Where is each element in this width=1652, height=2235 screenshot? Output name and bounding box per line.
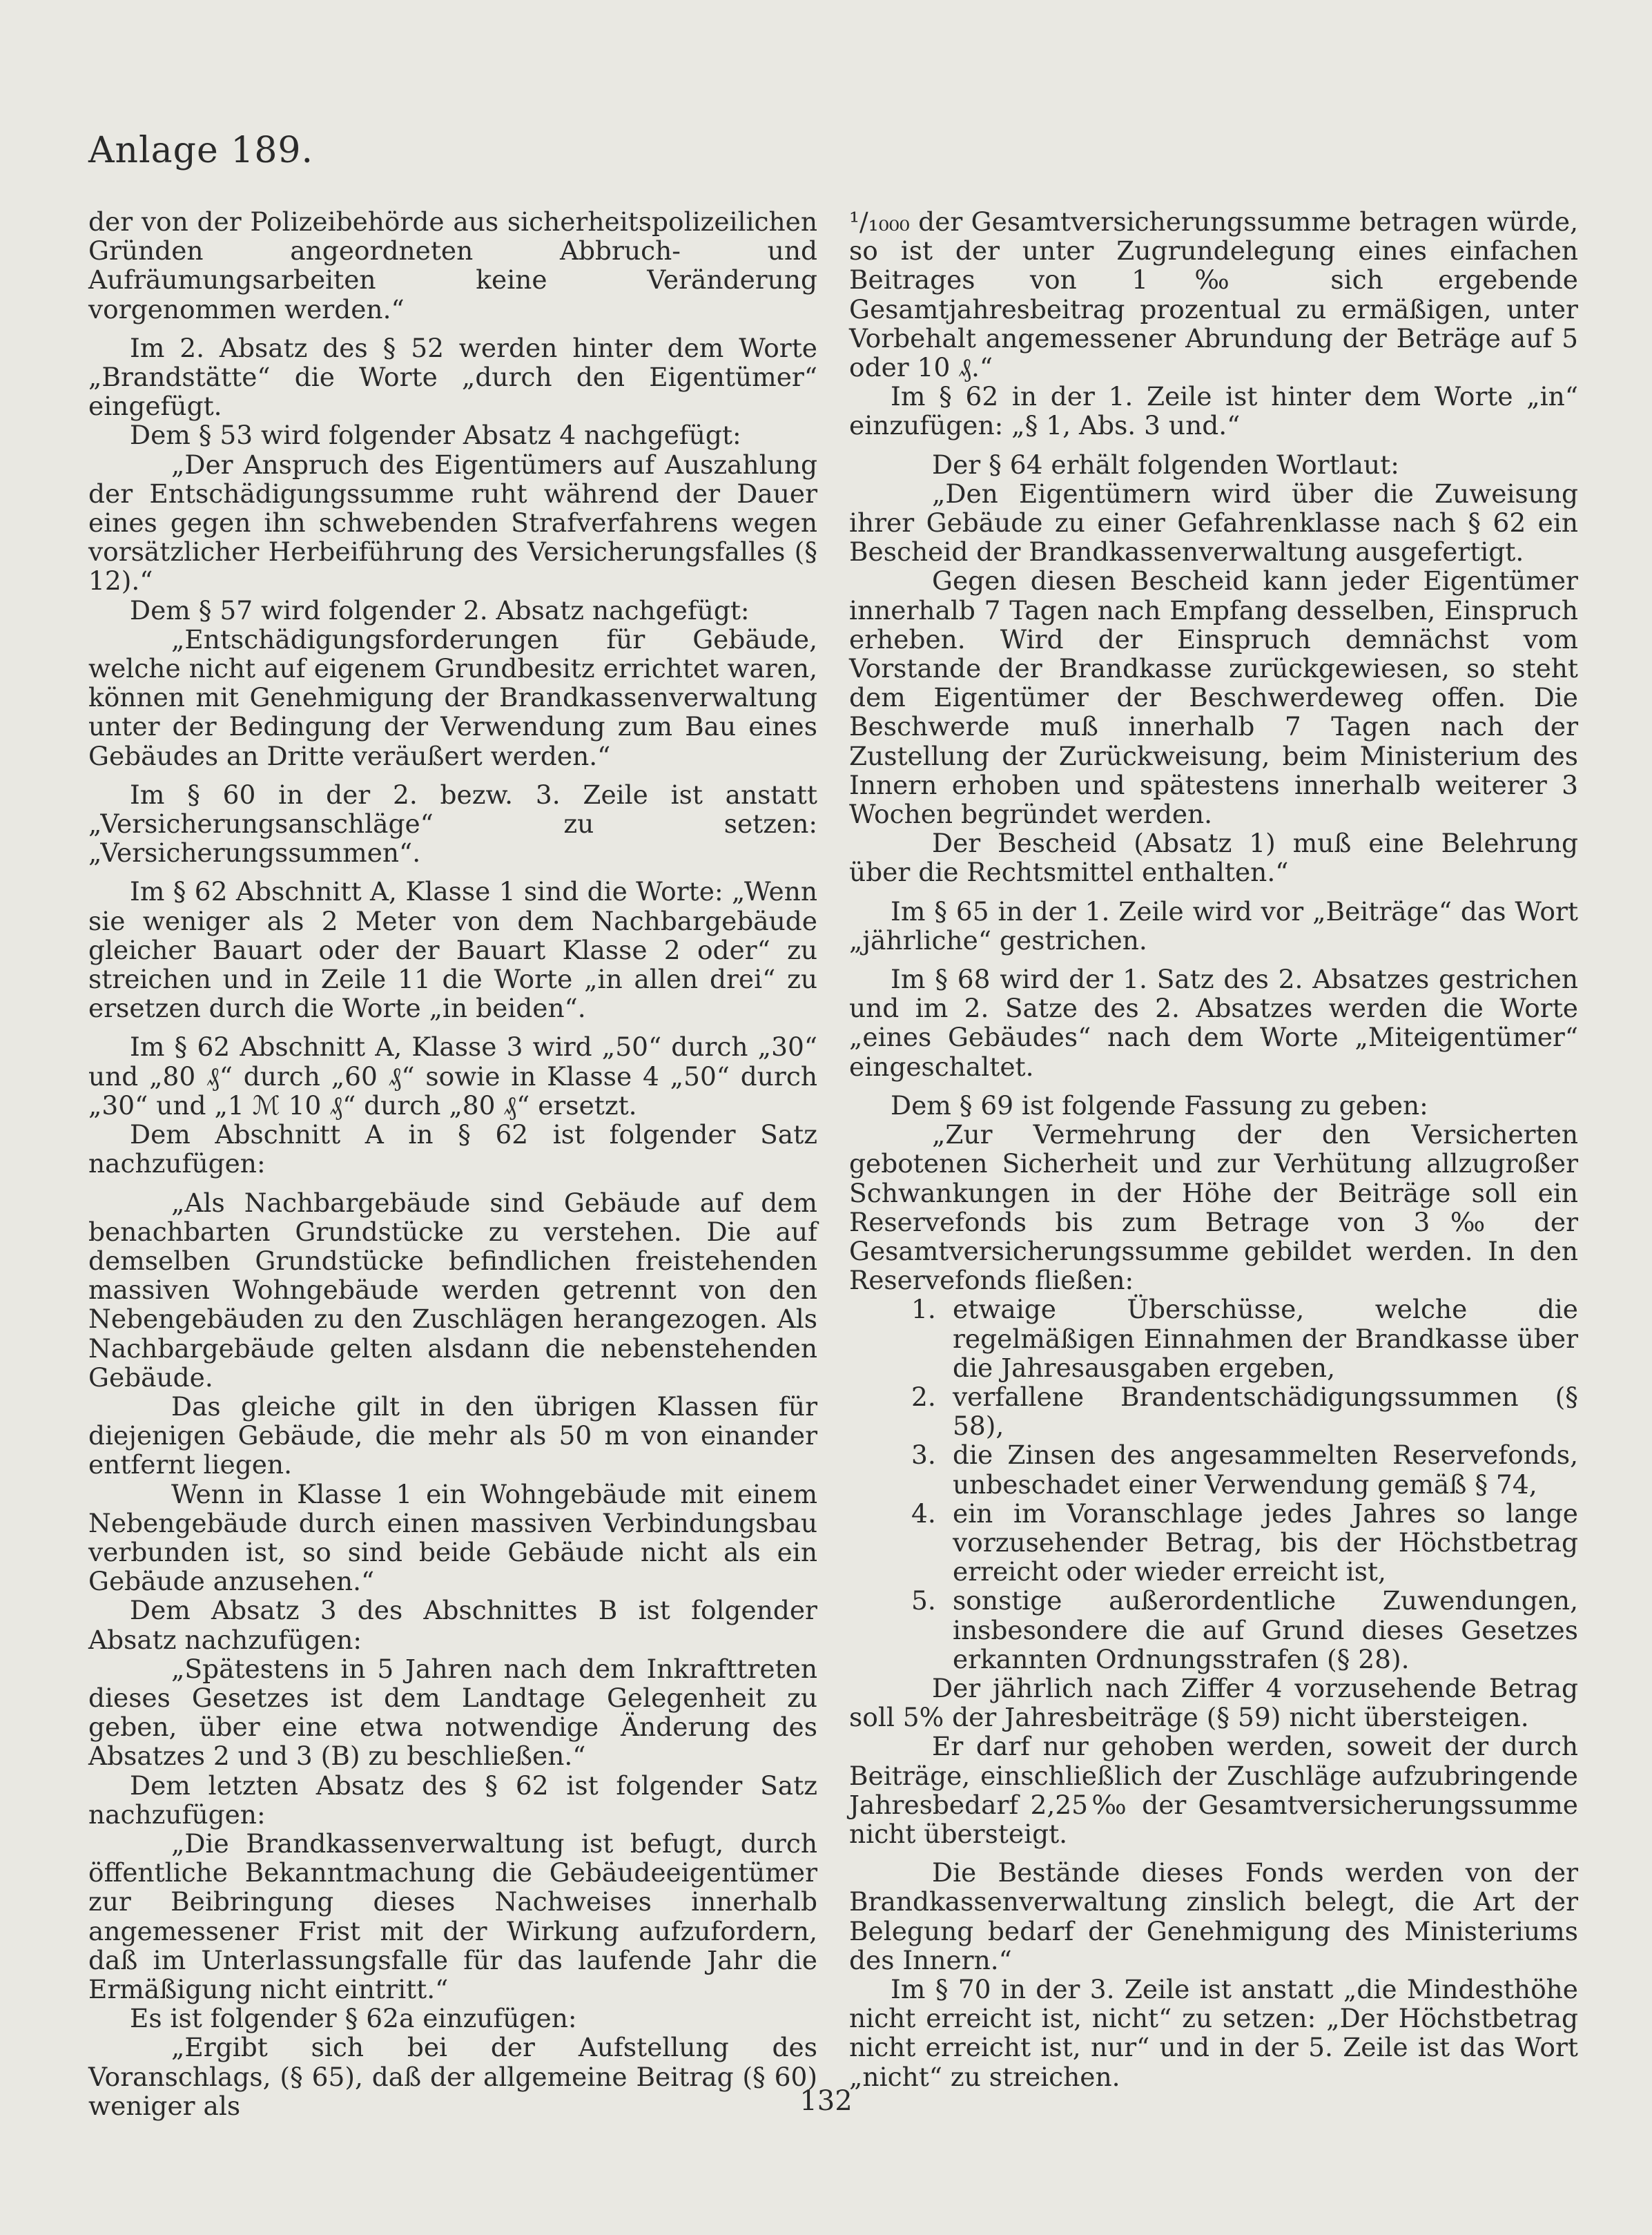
paragraph: „Spätestens in 5 Jahren nach dem Inkrafttreten dieses Gesetzes ist dem Landtage Gelegenheit zu geben, über eine etwa notwendige Änderung des Absatzes 2 und 3 (B) zu beschließen.“ bbox=[88, 1653, 817, 1772]
paragraph: Im § 65 in der 1. Zeile wird vor „Beiträge“ das Wort „jährliche“ gestrichen. bbox=[849, 896, 1578, 956]
paragraph: „Die Brandkassenverwaltung ist befugt, durch öffentliche Bekanntmachung die Gebäudeeigentümer zur Beibringung dieses Nachweises innerhalb angemessener Frist mit der Wirkung aufzufordern, daß im Unterlassungsfalle für das laufende Jahr die Ermäßigung nicht eintritt.“ bbox=[88, 1828, 817, 2004]
paragraph: Dem Abschnitt A in § 62 ist folgender Satz nachzufügen: bbox=[88, 1119, 817, 1179]
list-item-number: 1. bbox=[911, 1294, 936, 1325]
list-item-text: etwaige Überschüsse, welche die regelmäßigen Einnahmen der Brandkasse über die Jahresausgaben ergeben, bbox=[953, 1294, 1578, 1383]
paragraph: Dem § 57 wird folgender 2. Absatz nachgefügt: bbox=[130, 594, 750, 626]
paragraph: Das gleiche gilt in den übrigen Klassen für diejenigen Gebäude, die mehr als 50 m von einander entfernt liegen. bbox=[88, 1391, 817, 1480]
list-item bbox=[849, 1586, 1578, 1674]
paragraph: Wenn in Klasse 1 ein Wohngebäude mit einem Nebengebäude durch einen massiven Verbindungsbau verbunden ist, so sind beide Gebäude nicht als ein Gebäude anzusehen.“ bbox=[88, 1478, 817, 1597]
paragraph: „Als Nachbargebäude sind Gebäude auf dem benachbarten Grundstücke zu verstehen. Die auf demselben Grundstücke befindlichen freistehenden massiven Wohngebäude werden getrennt von den Nebengebäuden zu den Zuschlägen herangezogen. Als Nachbargebäude gelten alsdann die nebenstehenden Gebäude. bbox=[88, 1187, 817, 1393]
paragraph: Dem Absatz 3 des Abschnittes B ist folgender Absatz nachzufügen: bbox=[88, 1595, 817, 1655]
paragraph: „Ergibt sich bei der Aufstellung des Voranschlags, (§ 65), daß der allgemeine Beitrag (§ 60) weniger als bbox=[88, 2032, 817, 2121]
list-item bbox=[849, 1382, 1578, 1440]
list-item-text: sonstige außerordentliche Zuwendungen, insbesondere die auf Grund dieses Gesetzes erkannten Ordnungsstrafen (§ 28). bbox=[953, 1585, 1578, 1674]
list-item-number: 3. bbox=[911, 1440, 936, 1471]
list-item-text: verfallene Brandentschädigungssummen (§ 58), bbox=[953, 1381, 1578, 1442]
paragraph: Es ist folgender § 62a einzufügen: bbox=[130, 2003, 577, 2034]
paragraph: Dem § 69 ist folgende Fassung zu geben: bbox=[891, 1090, 1428, 1121]
list-item-number: 2. bbox=[911, 1381, 936, 1412]
list-item-text: ein im Voranschlage jedes Jahres so lange vorzusehender Betrag, bis der Höchstbetrag erreicht oder wieder erreicht ist, bbox=[953, 1498, 1578, 1587]
right-column bbox=[849, 207, 1578, 2091]
left-column bbox=[88, 207, 817, 2120]
paragraph: Die Bestände dieses Fonds werden von der Brandkassenverwaltung zinslich belegt, die Art der Belegung bedarf der Genehmigung des Ministeriums des Innern.“ bbox=[849, 1857, 1578, 1975]
paragraph: Im § 62 Abschnitt A, Klasse 1 sind die Worte: „Wenn sie weniger als 2 Meter von dem Nachbargebäude gleicher Bauart oder der Bauart Klasse 2 oder“ zu streichen und in Zeile 11 die Worte „in allen drei“ zu ersetzen durch die Worte „in beiden“. bbox=[88, 876, 817, 1024]
paragraph: Im § 62 in der 1. Zeile ist hinter dem Worte „in“ einzufügen: „§ 1, Abs. 3 und.“ bbox=[849, 381, 1578, 441]
list-item-text: die Zinsen des angesammelten Reservefonds, unbeschadet einer Verwendung gemäß § 74, bbox=[953, 1440, 1578, 1500]
paragraph: Der Bescheid (Absatz 1) muß eine Belehrung über die Rechtsmittel enthalten.“ bbox=[849, 828, 1578, 888]
paragraph: Gegen diesen Bescheid kann jeder Eigentümer innerhalb 7 Tagen nach Empfang desselben, Einspruch erheben. Wird der Einspruch demnächst vom Vorstande der Brandkasse zurückgewiesen, so steht dem Eigentümer der Beschwerdeweg offen. Die Beschwerde muß innerhalb 7 Tagen nach der Zustellung der Zurückweisung, beim Ministerium des Innern erhoben und spätestens innerhalb weiterer 3 Wochen begründet werden. bbox=[849, 565, 1578, 830]
paragraph: Er darf nur gehoben werden, soweit der durch Beiträge, einschließlich der Zuschläge aufzubringende Jahresbedarf 2,25‰ der Gesamtversicherungssumme nicht übersteigt. bbox=[849, 1731, 1578, 1849]
paragraph: Im § 60 in der 2. bezw. 3. Zeile ist anstatt „Versicherungsanschläge“ zu setzen: „Versicherungssummen“. bbox=[88, 779, 817, 869]
paragraph: Im § 70 in der 3. Zeile ist anstatt „die Mindesthöhe nicht erreicht ist, nicht“ zu setzen: „Der Höchstbetrag nicht erreicht ist, nur“ und in der 5. Zeile ist das Wort „nicht“ zu streichen. bbox=[849, 1973, 1578, 2092]
paragraph: Dem § 53 wird folgender Absatz 4 nachgefügt: bbox=[130, 420, 741, 451]
list-item-number: 4. bbox=[911, 1498, 936, 1529]
numbered-list bbox=[849, 1295, 1578, 1674]
page-header: Anlage 189. bbox=[88, 130, 314, 171]
paragraph: ¹/₁₀₀₀ der Gesamtversicherungssumme betragen würde, so ist der unter Zugrundelegung eines einfachen Beitrages von 1‰ sich ergebende Gesamtjahresbeitrag prozentual zu ermäßigen, unter Vorbehalt angemessener Abrundung der Beträge auf 5 oder 10 ₰.“ bbox=[849, 206, 1578, 383]
paragraph: „Zur Vermehrung der den Versicherten gebotenen Sicherheit und zur Verhütung allzugroßer Schwankungen in der Höhe der Beiträge soll ein Reservefonds bis zum Betrage von 3‰ der Gesamtversicherungssumme gebildet werden. In den Reservefonds fließen: bbox=[849, 1119, 1578, 1296]
paragraph: Im § 68 wird der 1. Satz des 2. Absatzes gestrichen und im 2. Satze des 2. Absatzes werden die Worte „eines Gebäudes“ nach dem Worte „Miteigentümer“ eingeschaltet. bbox=[849, 964, 1578, 1082]
paragraph: Im 2. Absatz des § 52 werden hinter dem Worte „Brandstätte“ die Worte „durch den Eigentümer“ eingefügt. bbox=[88, 332, 817, 422]
paragraph: Der jährlich nach Ziffer 4 vorzusehende Betrag soll 5% der Jahresbeiträge (§ 59) nicht übersteigen. bbox=[849, 1672, 1578, 1733]
page-number: 132 bbox=[799, 2085, 853, 2117]
list-item bbox=[849, 1295, 1578, 1382]
paragraph: der von der Polizeibehörde aus sicherheitspolizeilichen Gründen angeordneten Abbruch- und Aufräumungsarbeiten keine Veränderung vorgenommen werden.“ bbox=[88, 206, 817, 325]
paragraph: Der § 64 erhält folgenden Wortlaut: bbox=[932, 449, 1399, 480]
list-item bbox=[849, 1440, 1578, 1498]
paragraph: „Den Eigentümern wird über die Zuweisung ihrer Gebäude zu einer Gefahrenklasse nach § 62 ein Bescheid der Brandkassenverwaltung ausgefertigt. bbox=[849, 478, 1578, 568]
paragraph: Dem letzten Absatz des § 62 ist folgender Satz nachzufügen: bbox=[88, 1770, 817, 1830]
paragraph: „Der Anspruch des Eigentümers auf Auszahlung der Entschädigungssumme ruht während der Dauer eines gegen ihn schwebenden Strafverfahrens wegen vorsätzlicher Herbeiführung des Versicherungsfalles (§ 12).“ bbox=[88, 449, 817, 597]
list-item-number: 5. bbox=[911, 1585, 936, 1616]
paragraph: „Entschädigungsforderungen für Gebäude, welche nicht auf eigenem Grundbesitz errichtet waren, können mit Genehmigung der Brandkassenverwaltung unter der Bedingung der Verwendung zum Bau eines Gebäudes an Dritte veräußert werden.“ bbox=[88, 623, 817, 771]
paragraph: Im § 62 Abschnitt A, Klasse 3 wird „50“ durch „30“ und „80 ₰“ durch „60 ₰“ sowie in Klasse 4 „50“ durch „30“ und „1 ℳ 10 ₰“ durch „80 ₰“ ersetzt. bbox=[88, 1032, 817, 1121]
list-item bbox=[849, 1499, 1578, 1587]
